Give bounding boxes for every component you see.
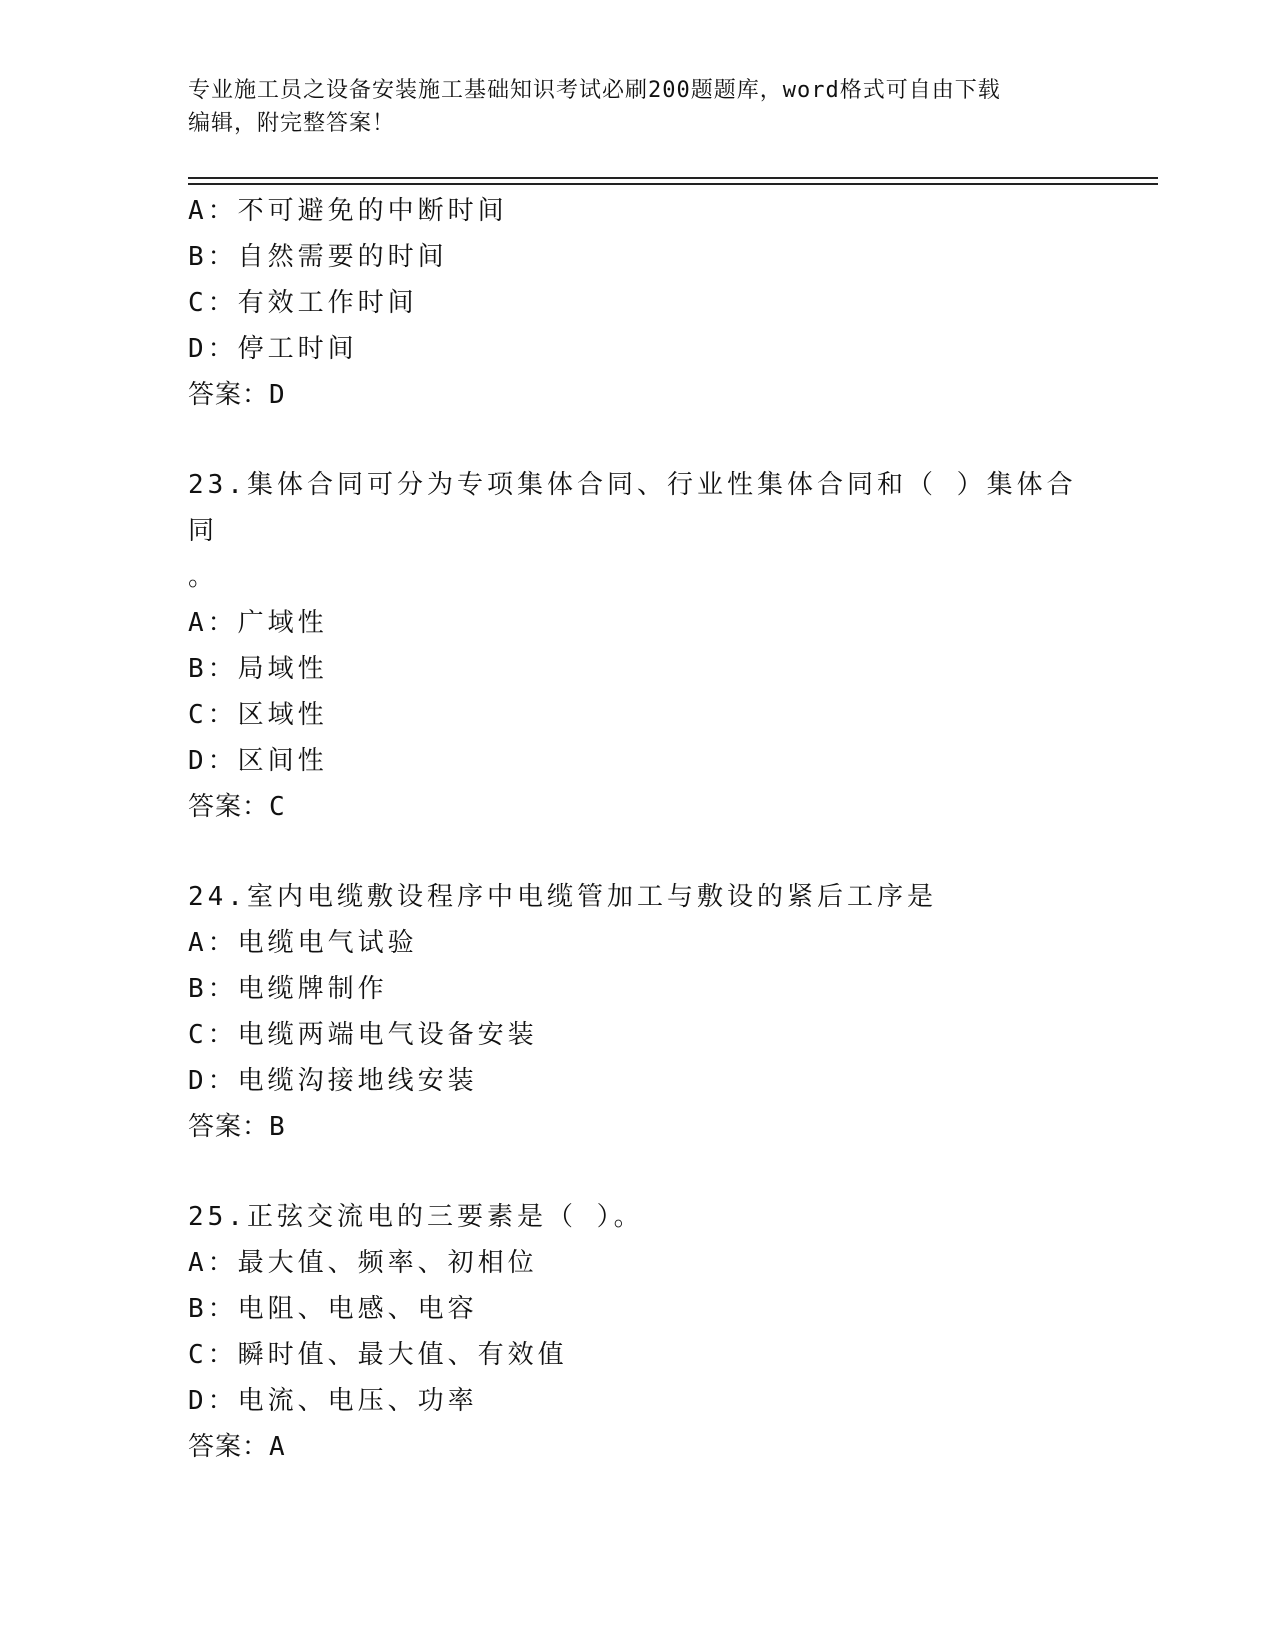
option-b: B：自然需要的时间	[188, 242, 448, 272]
answer-line: 答案：C	[188, 792, 286, 822]
answer-line: 答案：A	[188, 1432, 286, 1462]
option-b: B：局域性	[188, 654, 328, 684]
question-block-24	[188, 874, 1088, 1150]
question-block-23	[188, 462, 1088, 830]
option-b: B：电阻、电感、电容	[188, 1294, 478, 1324]
question-stem: 23.集体合同可分为专项集体合同、行业性集体合同和（ ）集体合同	[188, 470, 1077, 546]
answer-line: 答案：B	[188, 1112, 286, 1142]
header-line-2: 编辑，附完整答案！	[188, 111, 396, 136]
option-c: C：电缆两端电气设备安装	[188, 1020, 538, 1050]
header-divider-bottom	[188, 183, 1158, 185]
question-stem: 25.正弦交流电的三要素是（ ）。	[188, 1202, 644, 1232]
document-header	[188, 74, 1068, 140]
option-d: D：区间性	[188, 746, 328, 776]
option-a: A：不可避免的中断时间	[188, 196, 508, 226]
option-a: A：电缆电气试验	[188, 928, 418, 958]
answer-line: 答案：D	[188, 380, 286, 410]
question-stem: 24.室内电缆敷设程序中电缆管加工与敷设的紧后工序是	[188, 882, 937, 912]
option-c: C：瞬时值、最大值、有效值	[188, 1340, 568, 1370]
option-d: D：电流、电压、功率	[188, 1386, 478, 1416]
option-d: D：电缆沟接地线安装	[188, 1066, 478, 1096]
option-a: A：最大值、频率、初相位	[188, 1248, 538, 1278]
option-d: D：停工时间	[188, 334, 358, 364]
option-a: A：广域性	[188, 608, 328, 638]
option-c: C：区域性	[188, 700, 328, 730]
header-divider-top	[188, 177, 1158, 179]
option-c: C：有效工作时间	[188, 288, 418, 318]
question-stem-continuation: 。	[188, 562, 219, 592]
question-block-22	[188, 188, 1088, 418]
header-line-1: 专业施工员之设备安装施工基础知识考试必刷200题题库，word格式可自由下载	[188, 78, 1001, 103]
question-block-25	[188, 1194, 1088, 1470]
question-list	[188, 188, 1088, 1470]
option-b: B：电缆牌制作	[188, 974, 388, 1004]
